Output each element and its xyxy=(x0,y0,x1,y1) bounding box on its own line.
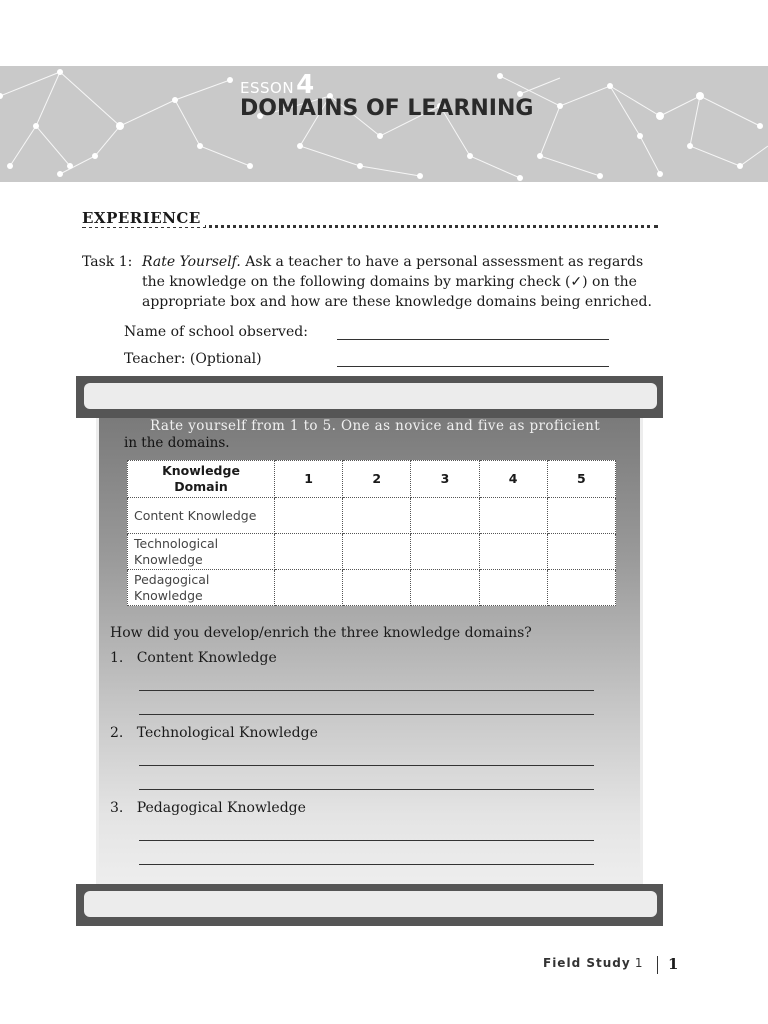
rating-cell[interactable] xyxy=(547,498,615,534)
question-label: Technological Knowledge xyxy=(136,725,318,741)
task-italic-title: Rate Yourself. xyxy=(142,254,241,270)
answer-line[interactable] xyxy=(139,864,594,865)
rating-instructions-line-1: Rate yourself from 1 to 5. One as novice and five as proficient xyxy=(150,418,601,434)
table-row xyxy=(128,534,616,570)
footer-book-name: Field Study xyxy=(543,956,631,970)
footer-volume: 1 xyxy=(634,956,643,970)
scroll-bottom-rod xyxy=(76,884,663,926)
rating-cell[interactable] xyxy=(343,534,411,570)
page-number: 1 xyxy=(668,955,679,973)
teacher-field-label: Teacher: (Optional) xyxy=(124,351,262,367)
experience-section-heading xyxy=(82,208,658,228)
rating-cell[interactable] xyxy=(275,498,343,534)
answer-line[interactable] xyxy=(139,840,594,841)
question-number: 3. xyxy=(110,800,124,816)
task-lead: Task 1: xyxy=(82,254,133,270)
teacher-field-line[interactable] xyxy=(337,366,609,367)
school-field-label: Name of school observed: xyxy=(124,324,308,340)
rating-cell[interactable] xyxy=(547,534,615,570)
rating-cell[interactable] xyxy=(411,534,479,570)
lesson-title: DOMAINS OF LEARNING xyxy=(240,96,534,121)
section-label: EXPERIENCE xyxy=(82,209,205,227)
question-item-2 xyxy=(110,725,318,741)
column-header-3: 3 xyxy=(411,461,479,498)
lesson-prefix: ESSON xyxy=(240,79,295,97)
rating-cell[interactable] xyxy=(479,570,547,606)
question-prompt: How did you develop/enrich the three knowledge domains? xyxy=(110,625,532,641)
question-label: Content Knowledge xyxy=(136,650,277,666)
rating-cell[interactable] xyxy=(411,570,479,606)
question-item-1 xyxy=(110,650,277,666)
task-line-3: appropriate box and how are these knowledge domains being enriched. xyxy=(142,294,652,310)
row-label-pedagogical: Pedagogical Knowledge xyxy=(128,570,275,606)
column-header-1: 1 xyxy=(275,461,343,498)
column-header-2: 2 xyxy=(343,461,411,498)
task-line-2: the knowledge on the following domains by marking check (✓) on the xyxy=(142,274,637,290)
lesson-number: 4 xyxy=(296,70,315,100)
rating-cell[interactable] xyxy=(479,498,547,534)
rating-cell[interactable] xyxy=(411,498,479,534)
rating-cell[interactable] xyxy=(275,570,343,606)
table-row xyxy=(128,570,616,606)
rating-cell[interactable] xyxy=(547,570,615,606)
question-number: 2. xyxy=(110,725,124,741)
question-number: 1. xyxy=(110,650,124,666)
rating-cell[interactable] xyxy=(275,534,343,570)
self-rating-table xyxy=(127,460,616,606)
task-line-1: Ask a teacher to have a personal assessment as regards xyxy=(240,254,644,270)
row-label-content: Content Knowledge xyxy=(128,498,275,534)
rating-cell[interactable] xyxy=(479,534,547,570)
rating-cell[interactable] xyxy=(343,570,411,606)
answer-line[interactable] xyxy=(139,714,594,715)
column-header-domain: Knowledge Domain xyxy=(128,461,275,498)
question-item-3 xyxy=(110,800,306,816)
network-pattern-decoration xyxy=(0,66,768,182)
column-header-5: 5 xyxy=(547,461,615,498)
school-field-line[interactable] xyxy=(337,339,609,340)
task-1-instructions xyxy=(82,252,662,312)
rating-instructions xyxy=(124,418,624,452)
footer-divider xyxy=(657,956,658,974)
table-header-row xyxy=(128,461,616,498)
answer-line[interactable] xyxy=(139,789,594,790)
column-header-4: 4 xyxy=(479,461,547,498)
rating-instructions-line-2: in the domains. xyxy=(124,435,230,451)
footer-book-title xyxy=(543,956,643,970)
question-label: Pedagogical Knowledge xyxy=(136,800,306,816)
answer-line[interactable] xyxy=(139,765,594,766)
scroll-top-rod xyxy=(76,376,663,418)
lesson-banner xyxy=(0,66,768,182)
answer-line[interactable] xyxy=(139,690,594,691)
rating-cell[interactable] xyxy=(343,498,411,534)
row-label-technological: Technological Knowledge xyxy=(128,534,275,570)
table-row xyxy=(128,498,616,534)
